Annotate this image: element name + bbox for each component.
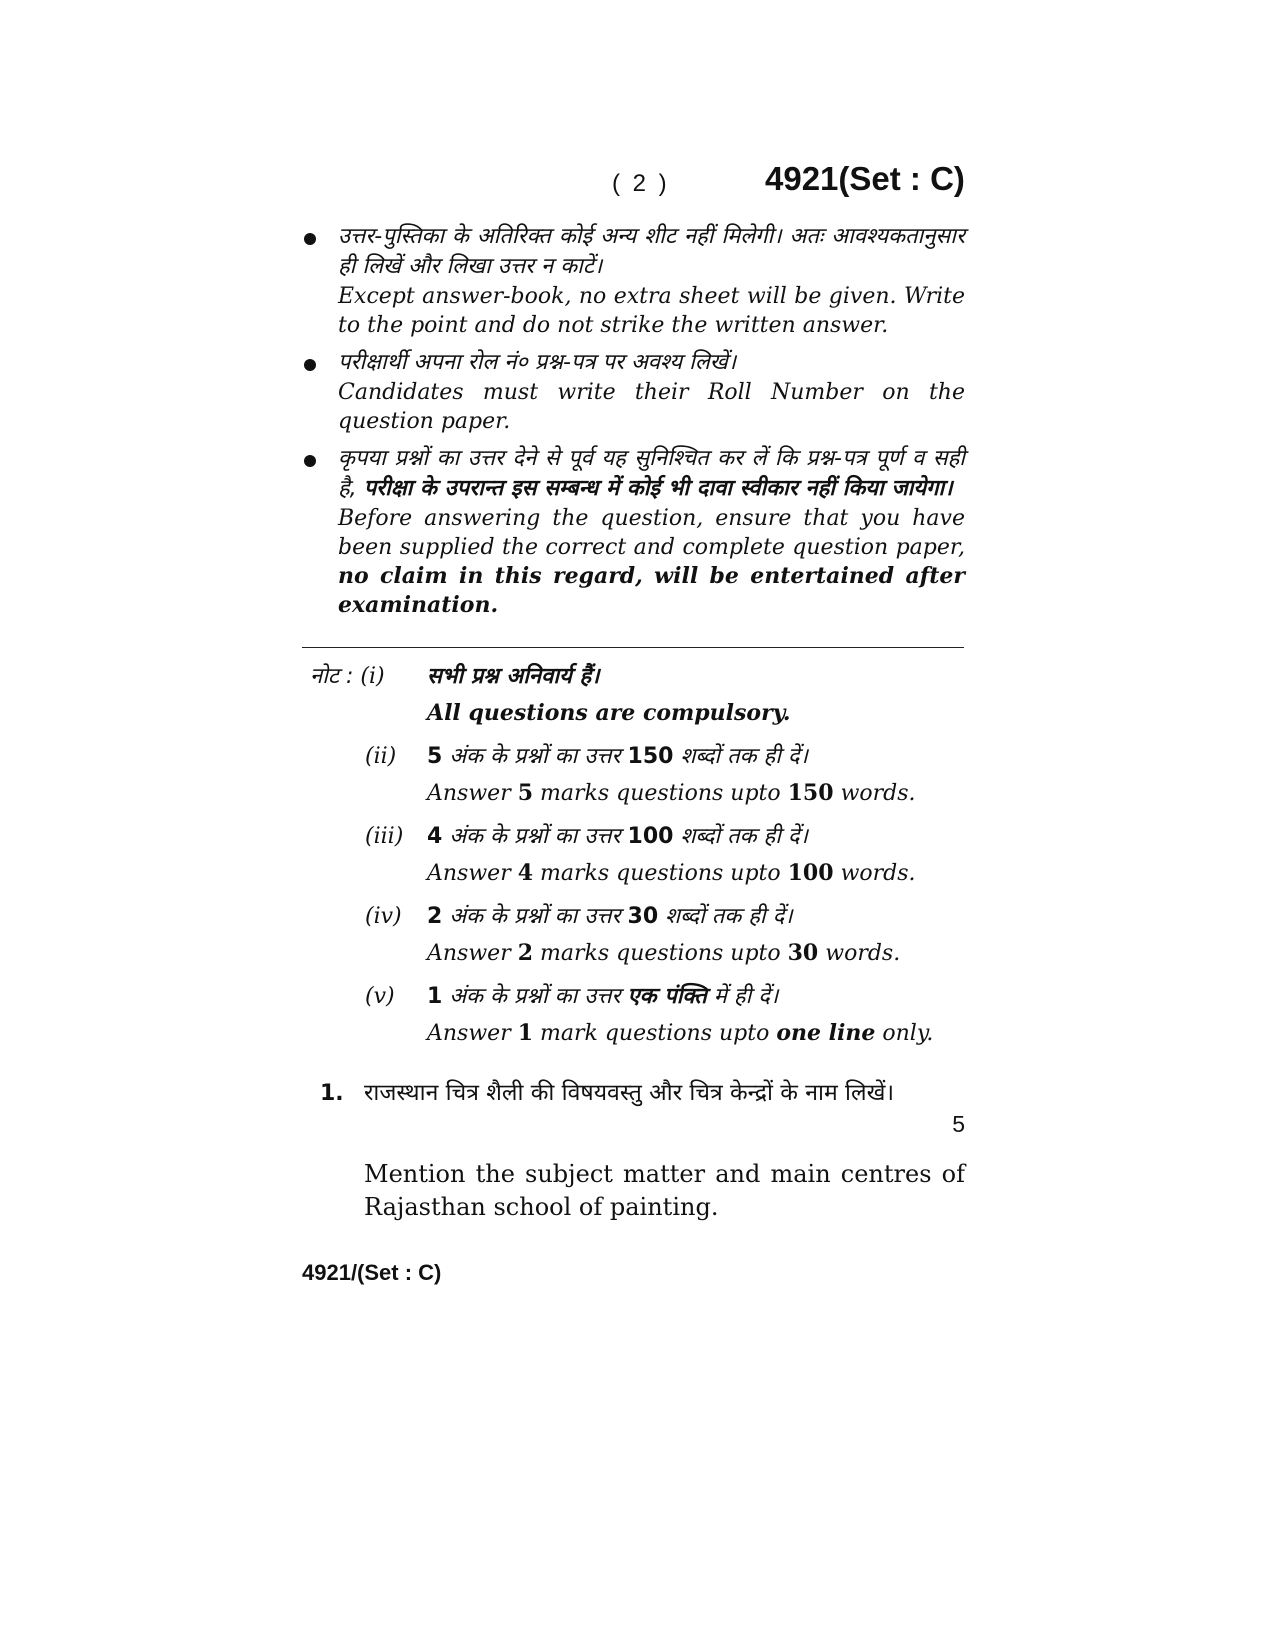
note-hindi-bold: एक पंक्ति [627, 984, 707, 1009]
bullet-icon [304, 455, 316, 467]
instruction-hindi [338, 444, 965, 504]
bullet-icon [304, 359, 316, 371]
note-en-a: Answer [427, 1021, 511, 1046]
note-en-c: words. [825, 941, 901, 966]
note-words: 30 [787, 940, 819, 966]
set-code: 4921(Set : C) [765, 160, 965, 197]
note-hindi-a: अंक के प्रश्नों का उत्तर [449, 984, 621, 1009]
note-row [310, 780, 970, 820]
note-hindi [427, 900, 793, 930]
instructions-list [300, 222, 965, 628]
note-en-a: Answer [427, 861, 511, 886]
note-en-c: only. [882, 1021, 934, 1046]
note-words: 150 [787, 780, 834, 806]
note-en-c: words. [840, 781, 916, 806]
note-en-b: marks questions upto [540, 781, 781, 806]
note-marks: 1 [427, 984, 443, 1009]
instruction-english: Except answer-book, no extra sheet will be given. Write to the point and do not strike the written answer. [338, 284, 965, 338]
instruction-hindi-text: कृपया प्रश्नों का उत्तर देने से पूर्व यह सुनिश्चित कर लें कि प्रश्न-पत्र पूर्ण व सही है, [338, 446, 965, 501]
note-english [427, 780, 916, 806]
instruction-english: Candidates must write their Roll Number on the question paper. [338, 380, 965, 434]
note-en-a: Answer [427, 781, 511, 806]
instruction-item [300, 348, 965, 436]
note-marks: 2 [517, 940, 534, 966]
note-number: (v) [365, 984, 395, 1009]
note-hindi-a: अंक के प्रश्नों का उत्तर [449, 904, 621, 929]
instruction-item [300, 222, 965, 340]
note-words: 30 [627, 904, 659, 929]
note-english [427, 1020, 933, 1046]
note-number: (iii) [365, 824, 404, 849]
instruction-hindi: उत्तर-पुस्तिका के अतिरिक्त कोई अन्य शीट नहीं मिलेगी। अतः आवश्यकतानुसार ही लिखें और लिखा उत्तर न काटें। [338, 224, 965, 279]
note-en-bold: one line [776, 1020, 876, 1046]
note-row [310, 940, 970, 980]
note-en-b: mark questions upto [540, 1021, 770, 1046]
note-words: 100 [787, 860, 834, 886]
note-row [310, 660, 970, 700]
note-hindi-a: अंक के प्रश्नों का उत्तर [449, 744, 621, 769]
note-hindi [427, 740, 808, 770]
note-row [310, 820, 970, 860]
question-marks: 5 [952, 1111, 965, 1137]
note-english [427, 940, 900, 966]
question-1 [320, 1075, 965, 1224]
instruction-hindi: परीक्षार्थी अपना रोल नं० प्रश्न-पत्र पर अवश्य लिखें। [338, 350, 737, 375]
page-number: ( 2 ) [612, 170, 670, 197]
note-label [310, 660, 427, 690]
question-number: 1. [320, 1081, 344, 1106]
note-hindi [427, 820, 808, 850]
note-hindi-b: शब्दों तक ही दें। [665, 904, 793, 929]
note-number: (i) [360, 664, 385, 689]
note-row [310, 1020, 970, 1060]
note-hindi-b: में ही दें। [713, 984, 779, 1009]
divider [302, 647, 964, 648]
note-hindi: सभी प्रश्न अनिवार्य हैं। [427, 664, 600, 689]
note-english [427, 860, 916, 886]
note-hindi-a: अंक के प्रश्नों का उत्तर [449, 824, 621, 849]
note-row [310, 900, 970, 940]
note-marks: 4 [427, 824, 443, 849]
note-en-b: marks questions upto [540, 941, 781, 966]
note-row [310, 740, 970, 780]
notes-section [310, 660, 970, 1060]
note-words: 150 [627, 744, 674, 769]
instruction-english-bold: no claim in this regard, will be entertained after examination. [338, 563, 965, 618]
instruction-english [338, 504, 965, 620]
instruction-item [300, 444, 965, 620]
note-row [310, 860, 970, 900]
note-marks: 5 [517, 780, 534, 806]
note-hindi-b: शब्दों तक ही दें। [680, 744, 808, 769]
note-marks: 2 [427, 904, 443, 929]
note-number: (iv) [365, 904, 402, 929]
note-en-a: Answer [427, 941, 511, 966]
page-header [0, 160, 1275, 210]
footer-code: 4921/(Set : C) [302, 1260, 442, 1285]
note-number: (ii) [365, 744, 397, 769]
question-english: Mention the subject matter and main centres of Rajasthan school of painting. [364, 1160, 965, 1221]
note-marks: 1 [517, 1020, 534, 1046]
instruction-hindi-bold: परीक्षा के उपरान्त इस सम्बन्ध में कोई भी दावा स्वीकार नहीं किया जायेगा। [363, 476, 953, 501]
note-en-c: words. [840, 861, 916, 886]
note-en-b: marks questions upto [540, 861, 781, 886]
note-row [310, 980, 970, 1020]
bullet-icon [304, 233, 316, 245]
note-words: 100 [627, 824, 674, 849]
note-marks: 5 [427, 744, 443, 769]
note-row [310, 700, 970, 740]
note-hindi-b: शब्दों तक ही दें। [680, 824, 808, 849]
instruction-english-text: Before answering the question, ensure that you have been supplied the correct and complete question paper, [338, 506, 965, 560]
note-english: All questions are compulsory. [427, 700, 791, 726]
note-label-text: नोट : [310, 664, 354, 689]
note-hindi [427, 980, 778, 1010]
question-hindi: राजस्थान चित्र शैली की विषयवस्तु और चित्र केन्द्रों के नाम लिखें। [364, 1080, 895, 1106]
question-row [320, 1075, 965, 1107]
note-marks: 4 [517, 860, 534, 886]
